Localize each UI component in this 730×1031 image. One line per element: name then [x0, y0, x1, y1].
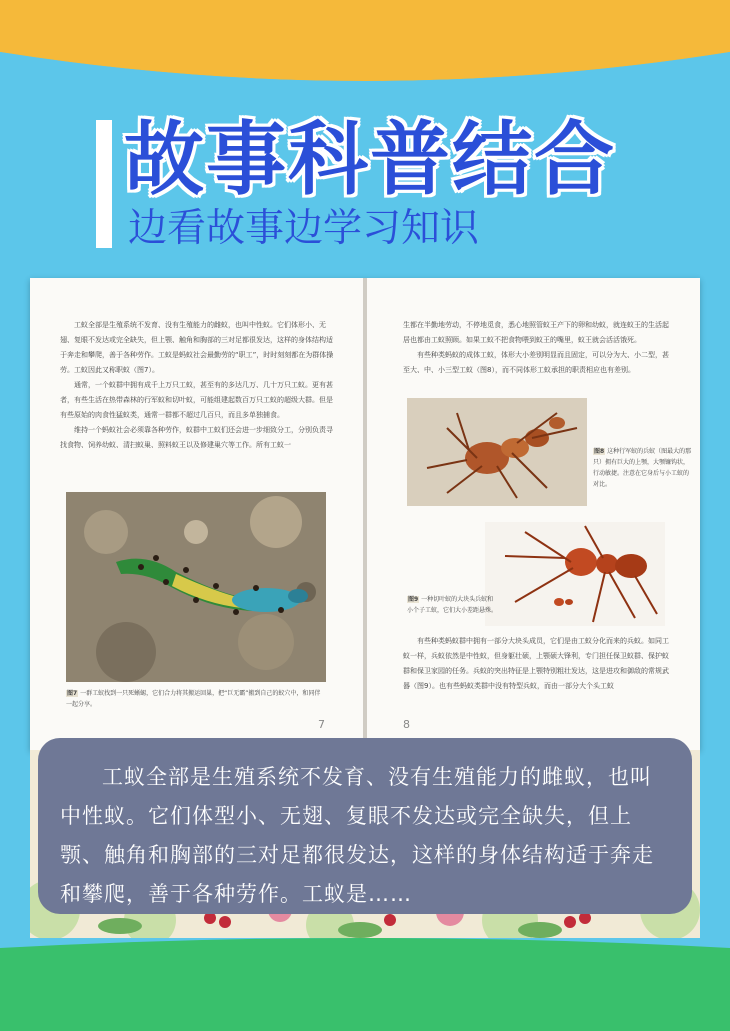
caption-text: 这种行军蚁的兵蚁（图最大的那只）拥有巨大的上颚，大颚镰钩状，行动敏捷。注意在它身后与小工蚁的对比。	[593, 448, 692, 488]
top-ribbon	[0, 0, 730, 110]
leafcutter-ant-photo	[485, 522, 665, 626]
right-paragraph: 有些种类蚂蚁的成体工蚁，体形大小差别明显而且固定，可以分为大、小二型，甚至大、中、小三型工蚁（图8），而不同体形工蚁承担的职责相应也有差别。	[403, 351, 669, 374]
army-ant-photo	[407, 398, 587, 506]
left-page-text	[60, 318, 338, 453]
figure-label: 图7	[67, 690, 78, 697]
left-figure-caption	[66, 688, 326, 710]
open-book	[30, 278, 700, 750]
figure-label: 图9	[408, 596, 419, 603]
book-page-right	[367, 278, 700, 750]
right-figure-a-caption	[593, 446, 693, 490]
caption-text: 一种切叶蚁的大块头兵蚁和小个子工蚁，它们大小差距悬殊。	[407, 596, 498, 614]
left-paragraph: 通常，一个蚁群中拥有成千上万只工蚁，甚至有的多达几万、几十万只工蚁。更有甚者，有些生活在热带森林的行军蚁和切叶蚁，可能组建起数百万只工蚁的超级大群。但是有些原始的肉食性猛蚁类，通常一群都不超过几百只，而且多单独捕食。	[60, 381, 333, 419]
figure-label: 图8	[594, 448, 605, 455]
book-page-left	[30, 278, 363, 750]
left-paragraph: 工蚁全部是生殖系统不发育、没有生殖能力的雌蚁，也叫中性蚁。它们体形小、无翅、复眼不发达或完全缺失，但上颚、触角和胸部的三对足都很发达，这样的身体结构适于奔走和攀爬，善于各种劳作。工蚁是蚂蚁社会最勤劳的“职工”，时时刻刻都在为群体操劳。工蚁因此又称职蚁（图7）。	[60, 321, 334, 374]
page-number-left: 7	[318, 718, 325, 731]
caption-text: 一群工蚁找到一只死蜥蜴，它们合力将其搬运回巢，把“巨无霸”搬到自己的蚁穴中，和同伴一起分享。	[66, 690, 321, 708]
title-accent-bar	[96, 120, 112, 248]
bottom-ribbon	[0, 938, 730, 1031]
lizard-ant-photo	[66, 492, 326, 682]
right-page-text-top	[403, 318, 675, 378]
right-paragraph: 生都在半勤地劳动，不停地觅食，悉心地照管蚁王产下的卵和幼蚁，就连蚁王的生活起居也都由工蚁照顾。如果工蚁不把食物喂到蚁王的嘴里，蚁王就会活活饿死。	[403, 321, 669, 344]
page-number-right: 8	[403, 718, 410, 731]
right-page-text-bottom	[403, 634, 675, 694]
right-figure-b-caption	[407, 594, 497, 616]
page-subtitle: 边看故事边学习知识	[128, 206, 480, 251]
page-title: 故事科普结合	[124, 113, 616, 206]
speech-bubble-text: 工蚁全部是生殖系统不发育、没有生殖能力的雌蚁，也叫中性蚁。它们体型小、无翅、复眼不发达或完全缺失，但上颚、触角和胸部的三对足都很发达，这样的身体结构适于奔走和攀爬，善于各种劳作。工蚁是……	[60, 765, 654, 906]
left-paragraph: 维持一个蚂蚁社会必须靠各种劳作，蚁群中工蚁们还会进一步细致分工，分别负责寻找食物、饲养幼蚁、清扫蚁巢、照料蚁王以及修建巢穴等工作。所有工蚁一	[60, 426, 333, 449]
right-paragraph: 有些种类蚂蚁群中拥有一部分大块头成员，它们是由工蚁分化而来的兵蚁。如同工蚁一样，兵蚁依然是中性蚁，但身躯壮硕，上颚硕大锋利，专门担任保卫蚁群、保护蚁群和保卫家园的任务。兵蚁的突出特征是上颚特别粗壮发达，这是进攻和御敌的常规武器（图9）。也有些蚂蚁类群中没有特型兵蚁，而由一部分大个头工蚁	[403, 637, 669, 690]
